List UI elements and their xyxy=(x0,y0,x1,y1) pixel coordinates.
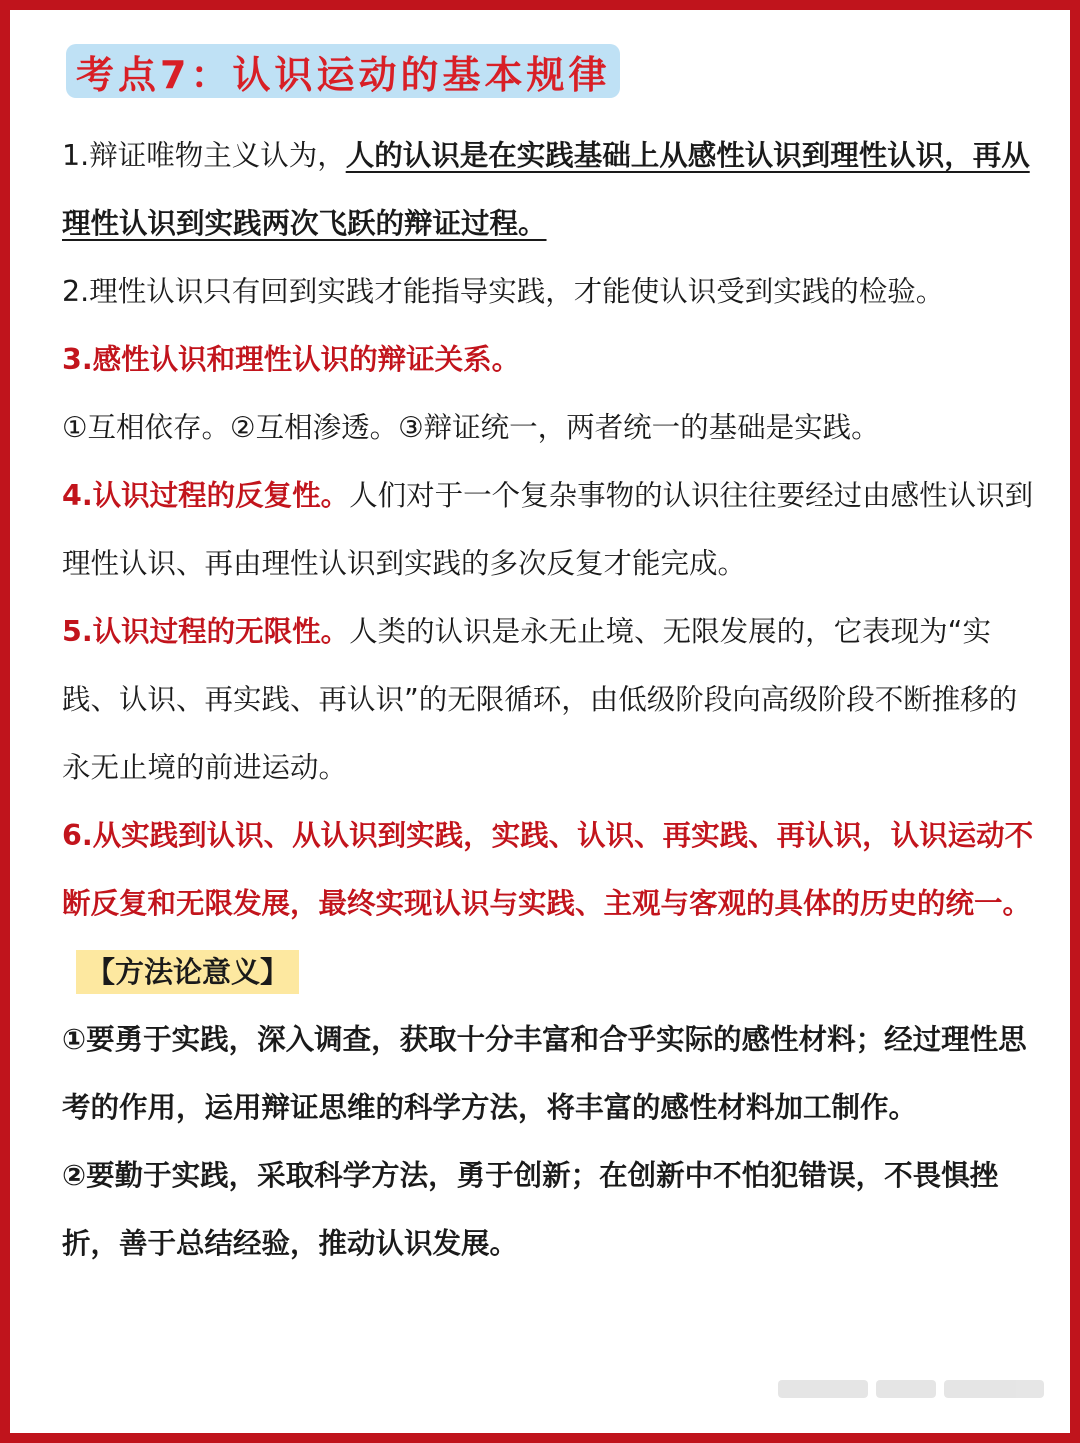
watermark-block xyxy=(944,1380,1044,1398)
point-1 xyxy=(62,122,1037,258)
watermark-block xyxy=(778,1380,868,1398)
point-4-heading: 4.认识过程的反复性。 xyxy=(62,479,350,512)
point-6: 6.从实践到认识、从认识到实践，实践、认识、再实践、再认识，认识运动不断反复和无限发展，最终实现认识与实践、主观与客观的具体的历史的统一。 xyxy=(62,819,1034,920)
point-1-prefix: 1.辩证唯物主义认为， xyxy=(62,139,346,172)
point-3-heading: 3.感性认识和理性认识的辩证关系。 xyxy=(62,343,521,376)
page-title: 考点7：认识运动的基本规律 xyxy=(76,52,611,97)
point-4 xyxy=(62,462,1037,598)
point-5 xyxy=(62,598,1037,802)
title-banner xyxy=(66,44,620,98)
point-2: 2.理性认识只有回到实践才能指导实践，才能使认识受到实践的检验。 xyxy=(62,275,945,308)
method-1: ①要勇于实践，深入调查，获取十分丰富和合乎实际的感性材料；经过理性思考的作用，运用辩证思维的科学方法，将丰富的感性材料加工制作。 xyxy=(62,1023,1027,1124)
point-5-body: 人类的认识是永无止境、无限发展的，它表现为“实践、认识、再实践、再认识”的无限循环，由低级阶段向高级阶段不断推移的永无止境的前进运动。 xyxy=(62,615,1018,784)
methodology-tag: 【方法论意义】 xyxy=(76,950,299,994)
method-2: ②要勤于实践，采取科学方法，勇于创新；在创新中不怕犯错误，不畏惧挫折，善于总结经验，推动认识发展。 xyxy=(62,1159,999,1260)
watermark-block xyxy=(876,1380,936,1398)
watermark-logo xyxy=(778,1367,1048,1411)
point-1-underlined: 人的认识是在实践基础上从感性认识到理性认识，再从理性认识到实践两次飞跃的辩证过程。 xyxy=(62,139,1030,240)
content-body xyxy=(62,122,1037,1278)
point-3-detail: ①互相依存。②互相渗透。③辩证统一，两者统一的基础是实践。 xyxy=(62,411,880,444)
point-4-body: 人们对于一个复杂事物的认识往往要经过由感性认识到理性认识、再由理性认识到实践的多次反复才能完成。 xyxy=(62,479,1034,580)
point-5-heading: 5.认识过程的无限性。 xyxy=(62,615,350,648)
